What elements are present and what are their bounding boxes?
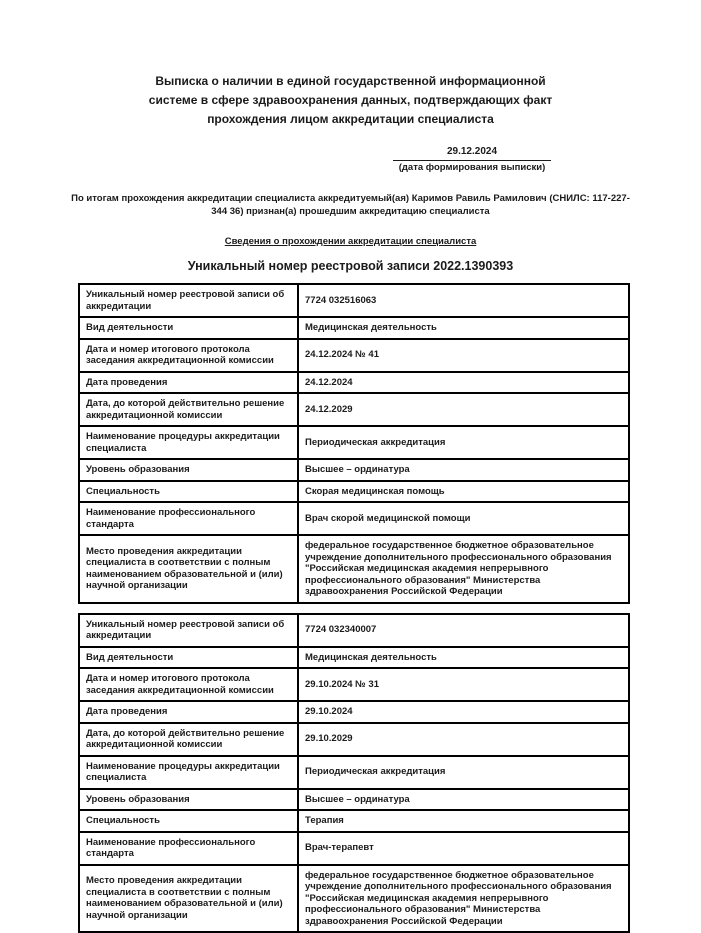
table-row [79,810,629,832]
field-label: Наименование процедуры аккредитации специалиста [79,426,298,459]
field-value: Медицинская деятельность [298,317,629,339]
table-row [79,317,629,339]
field-value: 7724 032516063 [298,284,629,317]
section-heading: Сведения о прохождении аккредитации специалиста [0,236,701,247]
field-label: Дата и номер итогового протокола заседания аккредитационной комиссии [79,339,298,372]
table-row [79,535,629,603]
table-row [79,789,629,811]
intro-paragraph-line: По итогам прохождения аккредитации специалиста аккредитуемый(ая) Каримов Равиль Рамилович (СНИЛС: 117-227- [68,192,634,205]
extract-date: 29.12.2024 [393,146,551,161]
field-value: Скорая медицинская помощь [298,481,629,503]
table-row [79,393,629,426]
table-row [79,339,629,372]
extract-date-block [393,146,551,174]
document-title [0,72,701,129]
field-label: Специальность [79,481,298,503]
field-label: Специальность [79,810,298,832]
table-row [79,372,629,394]
field-label: Дата и номер итогового протокола заседания аккредитационной комиссии [79,668,298,701]
field-value: Высшее – ординатура [298,789,629,811]
field-label: Дата, до которой действительно решение аккредитационной комиссии [79,723,298,756]
field-value: Высшее – ординатура [298,459,629,481]
field-value: 24.12.2029 [298,393,629,426]
field-label: Наименование процедуры аккредитации специалиста [79,756,298,789]
field-value: Медицинская деятельность [298,647,629,669]
field-value: 24.12.2024 [298,372,629,394]
field-value: 24.12.2024 № 41 [298,339,629,372]
table-row [79,614,629,647]
table-row [79,481,629,503]
document-title-line: прохождения лицом аккредитации специалиста [0,110,701,129]
registry-number-heading: Уникальный номер реестровой записи 2022.1390393 [0,259,701,273]
table-row [79,723,629,756]
field-label: Дата проведения [79,372,298,394]
field-value: 29.10.2024 № 31 [298,668,629,701]
table-row [79,832,629,865]
field-value: 7724 032340007 [298,614,629,647]
extract-date-caption: (дата формирования выписки) [393,161,551,174]
field-value: Периодическая аккредитация [298,756,629,789]
table-row [79,426,629,459]
field-label: Уникальный номер реестровой записи об аккредитации [79,614,298,647]
field-label: Вид деятельности [79,317,298,339]
table-row [79,865,629,933]
field-value: федеральное государственное бюджетное образовательное учреждение дополнительного профессионального образования "Российская медицинская академия непрерывного профессионального образования" Министерства здравоохранения Российской Федерации [298,865,629,933]
field-label: Место проведения аккредитации специалиста в соответствии с полным наименованием образовательной и (или) научной организации [79,865,298,933]
table-row [79,668,629,701]
field-label: Наименование профессионального стандарта [79,502,298,535]
table-row [79,502,629,535]
document-title-line: Выписка о наличии в единой государственной информационной [0,72,701,91]
table-row [79,284,629,317]
field-label: Наименование профессионального стандарта [79,832,298,865]
table-row [79,756,629,789]
document-title-line: системе в сфере здравоохранения данных, подтверждающих факт [0,91,701,110]
table-row [79,459,629,481]
intro-paragraph [68,192,634,218]
field-label: Место проведения аккредитации специалиста в соответствии с полным наименованием образовательной и (или) научной организации [79,535,298,603]
table-row [79,701,629,723]
field-value: федеральное государственное бюджетное образовательное учреждение дополнительного профессионального образования "Российская медицинская академия непрерывного профессионального образования" Министерства здравоохранения Российской Федерации [298,535,629,603]
field-value: Терапия [298,810,629,832]
intro-paragraph-line: 344 36) признан(а) прошедшим аккредитацию специалиста [68,205,634,218]
field-label: Уровень образования [79,459,298,481]
field-label: Дата проведения [79,701,298,723]
field-value: Врач скорой медицинской помощи [298,502,629,535]
table-row [79,647,629,669]
field-value: Врач-терапевт [298,832,629,865]
accreditation-record-table-2 [78,613,630,933]
field-value: 29.10.2024 [298,701,629,723]
field-label: Вид деятельности [79,647,298,669]
field-label: Дата, до которой действительно решение аккредитационной комиссии [79,393,298,426]
field-value: 29.10.2029 [298,723,629,756]
field-value: Периодическая аккредитация [298,426,629,459]
field-label: Уникальный номер реестровой записи об аккредитации [79,284,298,317]
field-label: Уровень образования [79,789,298,811]
accreditation-record-table-1 [78,283,630,604]
